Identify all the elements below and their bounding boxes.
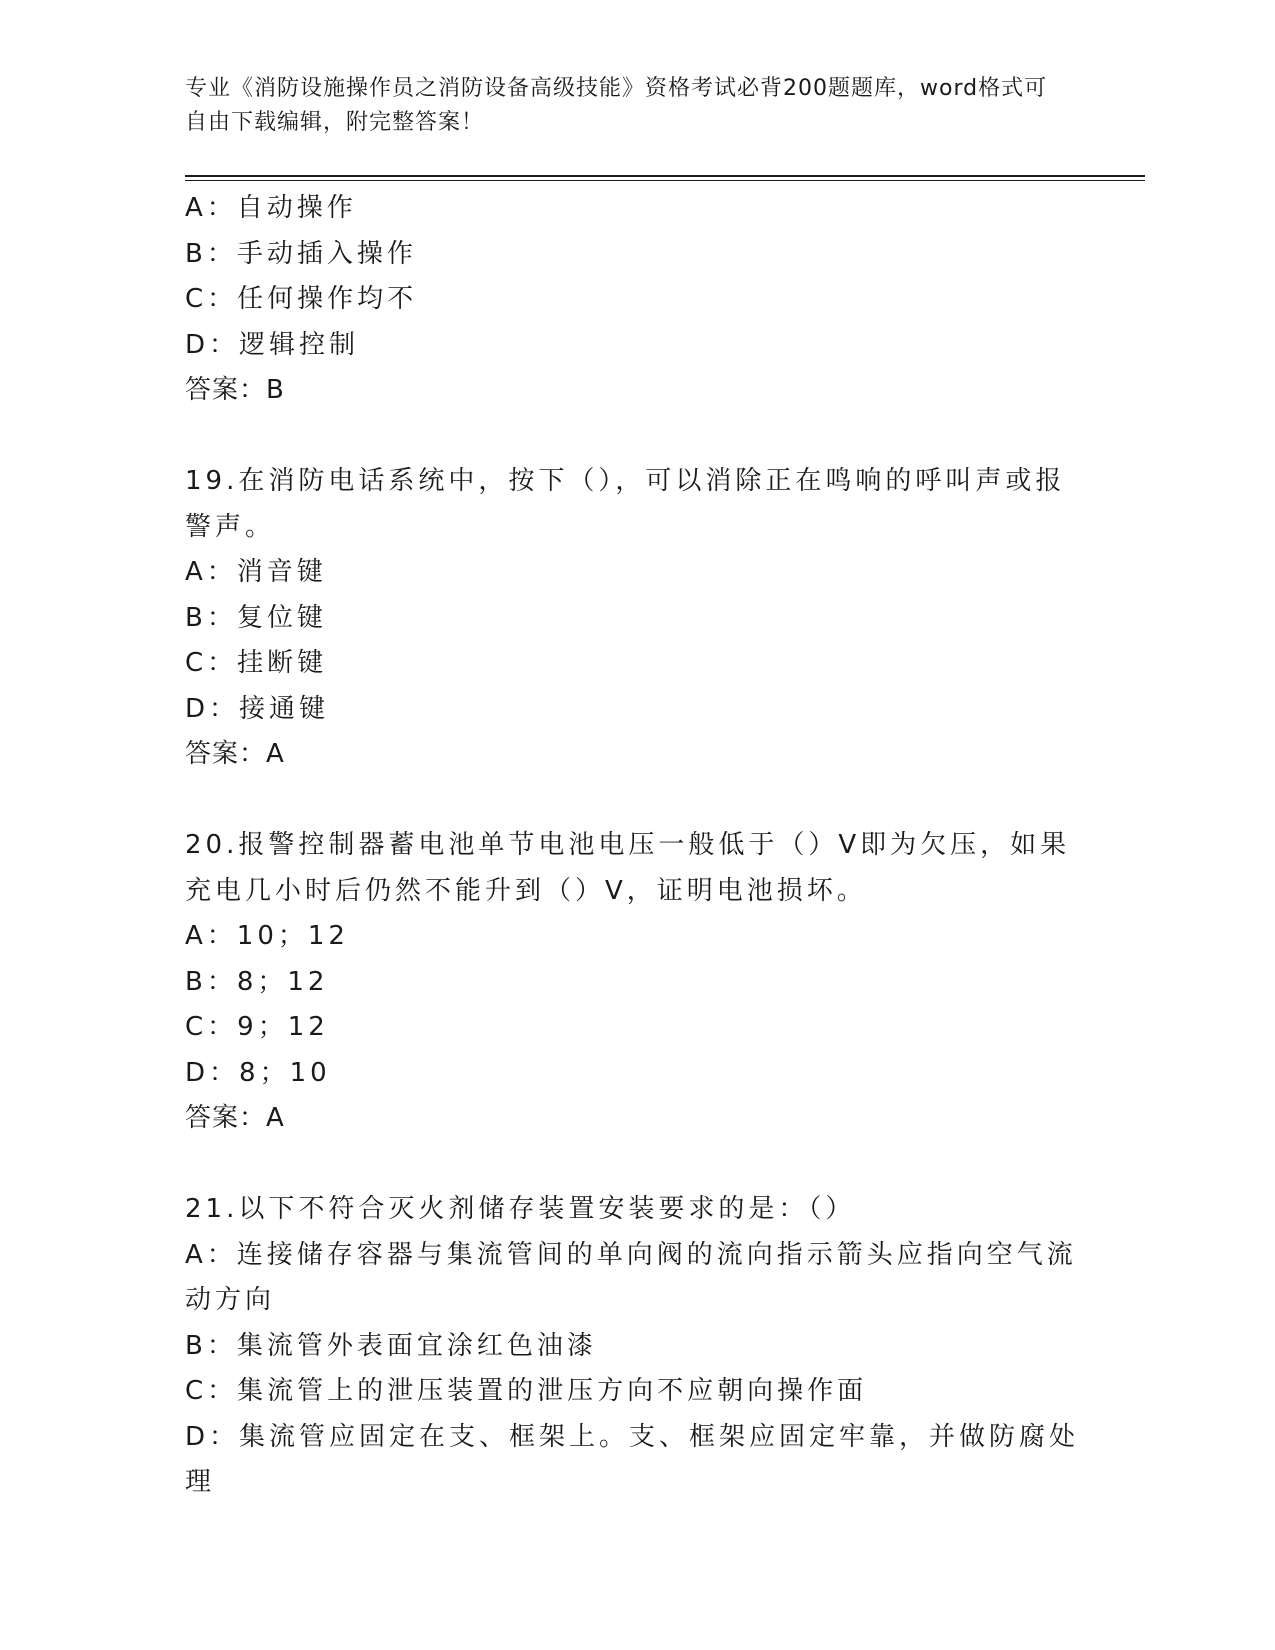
question-21 bbox=[185, 1187, 1080, 1506]
answer-line: 答案：B bbox=[185, 375, 285, 405]
question-18 bbox=[185, 186, 1080, 414]
document-header: 专业《消防设施操作员之消防设备高级技能》资格考试必背200题题库，word格式可自由下载编辑，附完整答案！ bbox=[185, 76, 1048, 135]
spacer bbox=[185, 1142, 1080, 1188]
spacer bbox=[185, 778, 1080, 824]
option-b: B：手动插入操作 bbox=[185, 238, 417, 269]
option-c: C：挂断键 bbox=[185, 648, 328, 678]
option-c: C：任何操作均不 bbox=[185, 284, 418, 314]
header-divider bbox=[185, 175, 1145, 177]
option-a: A：自动操作 bbox=[185, 193, 357, 223]
option-d: D：8；10 bbox=[185, 1057, 331, 1088]
question-content bbox=[185, 186, 1080, 1506]
option-c: C：9；12 bbox=[185, 1012, 329, 1042]
option-d: D：逻辑控制 bbox=[185, 329, 360, 360]
option-b: B：8；12 bbox=[185, 966, 329, 997]
option-b: B：复位键 bbox=[185, 602, 327, 633]
option-a: A：消音键 bbox=[185, 557, 327, 587]
question-stem: 20.报警控制器蓄电池单节电池电压一般低于（）V即为欠压，如果充电几小时后仍然不能升到（）V，证明电池损坏。 bbox=[185, 830, 1071, 906]
question-stem: 21.以下不符合灭火剂储存装置安装要求的是：（） bbox=[185, 1194, 856, 1224]
header-divider-thin bbox=[185, 180, 1145, 181]
option-d: D：接通键 bbox=[185, 693, 330, 724]
option-a: A：10；12 bbox=[185, 921, 349, 951]
option-c: C：集流管上的泄压装置的泄压方向不应朝向操作面 bbox=[185, 1376, 868, 1406]
answer-line: 答案：A bbox=[185, 1103, 285, 1133]
question-19 bbox=[185, 459, 1080, 778]
answer-line: 答案：A bbox=[185, 739, 285, 769]
option-d: D：集流管应固定在支、框架上。支、框架应固定牢靠，并做防腐处理 bbox=[185, 1421, 1080, 1497]
question-stem: 19.在消防电话系统中，按下（），可以消除正在鸣响的呼叫声或报警声。 bbox=[185, 466, 1066, 542]
question-20 bbox=[185, 823, 1080, 1142]
option-a: A：连接储存容器与集流管间的单向阀的流向指示箭头应指向空气流动方向 bbox=[185, 1239, 1077, 1315]
spacer bbox=[185, 414, 1080, 460]
option-b: B：集流管外表面宜涂红色油漆 bbox=[185, 1330, 597, 1361]
